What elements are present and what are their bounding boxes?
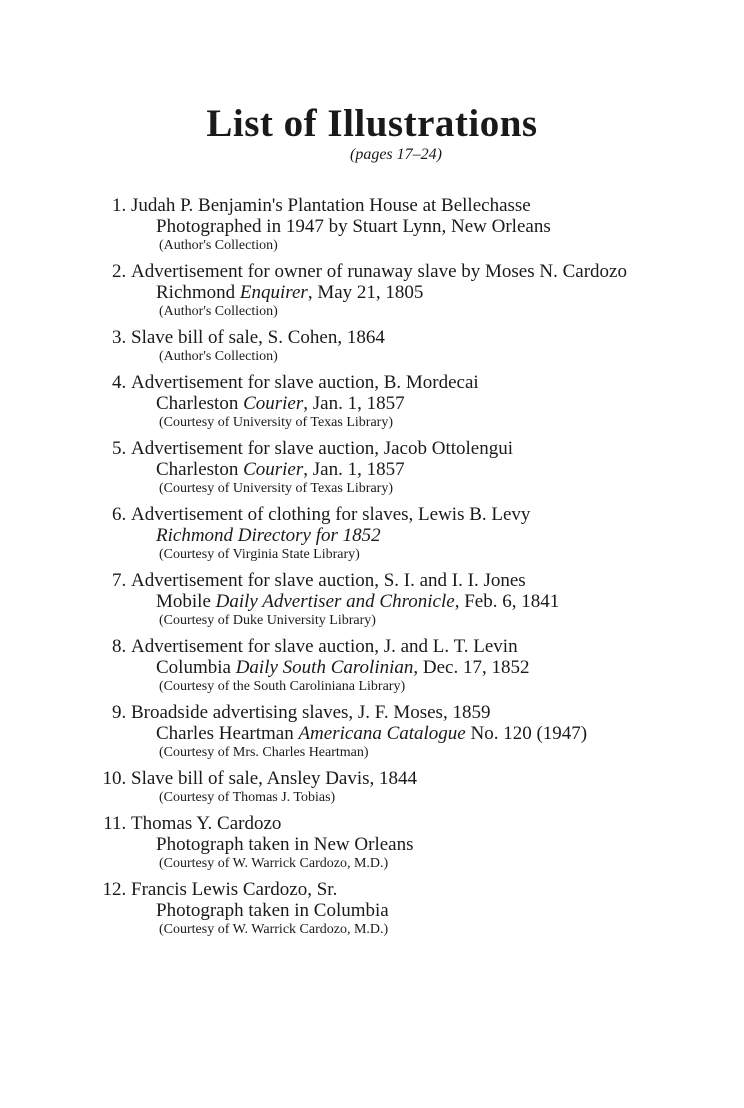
source-publication-title: Courier [243, 459, 304, 480]
entry-heading [0, 768, 744, 789]
entry-source [0, 657, 744, 678]
entry-heading [0, 702, 744, 723]
entry-heading [0, 504, 744, 525]
page-title: List of Illustrations [206, 102, 538, 146]
entry-credit: (Courtesy of Thomas J. Tobias) [159, 790, 336, 805]
entry-credit: (Author's Collection) [159, 304, 278, 319]
entry-title: Broadside advertising slaves, J. F. Moses, 1859 [131, 702, 491, 723]
list-item [0, 504, 744, 564]
entry-source [0, 834, 744, 855]
list-item [0, 570, 744, 630]
source-text: No. 120 (1947) [465, 723, 588, 744]
entry-credit: (Courtesy of University of Texas Library) [159, 415, 393, 430]
entry-number: 10. [102, 768, 131, 789]
list-item [0, 702, 744, 762]
entry-heading [0, 195, 744, 216]
entry-credit: (Courtesy of W. Warrick Cardozo, M.D.) [159, 856, 389, 871]
entry-credit: (Author's Collection) [159, 349, 278, 364]
entry-title: Slave bill of sale, Ansley Davis, 1844 [131, 768, 418, 789]
entry-credit: (Courtesy of the South Caroliniana Library) [159, 679, 406, 694]
source-publication-title: Courier [243, 393, 304, 414]
source-text: Charleston [156, 393, 244, 414]
entry-title: Judah P. Benjamin's Plantation House at Bellechasse [131, 195, 531, 216]
list-item [0, 636, 744, 696]
list-item [0, 879, 744, 939]
entry-heading [0, 813, 744, 834]
entry-heading [0, 261, 744, 282]
entry-source [0, 900, 744, 921]
entry-number: 2. [112, 261, 131, 282]
illustrations-list [0, 195, 744, 945]
entry-number: 11. [103, 813, 131, 834]
entry-number: 9. [112, 702, 131, 723]
list-item [0, 372, 744, 432]
entry-number: 1. [112, 195, 131, 216]
entry-title: Slave bill of sale, S. Cohen, 1864 [131, 327, 385, 348]
entry-source [0, 525, 744, 546]
source-text: , Jan. 1, 1857 [303, 459, 405, 480]
entry-title: Advertisement of clothing for slaves, Lewis B. Levy [131, 504, 531, 525]
list-item [0, 813, 744, 873]
entry-source [0, 393, 744, 414]
entry-credit: (Courtesy of University of Texas Library) [159, 481, 393, 496]
entry-number: 12. [102, 879, 131, 900]
entry-credit: (Courtesy of Duke University Library) [159, 613, 376, 628]
source-text: Mobile [156, 591, 216, 612]
source-text: , May 21, 1805 [307, 282, 424, 303]
entry-source [0, 591, 744, 612]
entry-source [0, 723, 744, 744]
entry-heading [0, 570, 744, 591]
source-text: , Jan. 1, 1857 [303, 393, 405, 414]
entry-title: Advertisement for slave auction, Jacob Ottolengui [131, 438, 514, 459]
source-text: Charleston [156, 459, 244, 480]
entry-source [0, 216, 744, 237]
entry-title: Francis Lewis Cardozo, Sr. [131, 879, 338, 900]
entry-number: 3. [112, 327, 131, 348]
page-range-subtitle: (pages 17–24) [350, 146, 442, 163]
source-text: Photographed in 1947 by Stuart Lynn, New Orleans [156, 216, 551, 237]
entry-source [0, 282, 744, 303]
entry-number: 6. [112, 504, 131, 525]
source-publication-title: Daily Advertiser and Chronicle [215, 591, 455, 612]
entry-credit: (Author's Collection) [159, 238, 278, 253]
source-publication-title: Enquirer [239, 282, 308, 303]
entry-title: Advertisement for slave auction, S. I. and I. I. Jones [131, 570, 526, 591]
source-publication-title: Americana Catalogue [298, 723, 466, 744]
entry-heading [0, 327, 744, 348]
list-item [0, 261, 744, 321]
entry-heading [0, 438, 744, 459]
source-text: , Dec. 17, 1852 [413, 657, 530, 678]
entry-source [0, 459, 744, 480]
entry-title: Advertisement for owner of runaway slave by Moses N. Cardozo [131, 261, 627, 282]
entry-heading [0, 879, 744, 900]
entry-heading [0, 636, 744, 657]
entry-credit: (Courtesy of Virginia State Library) [159, 547, 360, 562]
list-item [0, 327, 744, 366]
source-text: Richmond [156, 282, 240, 303]
entry-title: Advertisement for slave auction, J. and L. T. Levin [131, 636, 518, 657]
source-text: Photograph taken in New Orleans [156, 834, 414, 855]
entry-credit: (Courtesy of W. Warrick Cardozo, M.D.) [159, 922, 389, 937]
entry-title: Thomas Y. Cardozo [131, 813, 282, 834]
entry-heading [0, 372, 744, 393]
source-publication-title: Richmond Directory for 1852 [156, 525, 381, 546]
list-item [0, 768, 744, 807]
entry-number: 8. [112, 636, 131, 657]
source-text: Photograph taken in Columbia [156, 900, 389, 921]
entry-number: 7. [112, 570, 131, 591]
source-text: Columbia [156, 657, 236, 678]
entry-number: 5. [112, 438, 131, 459]
entry-number: 4. [112, 372, 131, 393]
list-item [0, 438, 744, 498]
source-publication-title: Daily South Carolinian [235, 657, 414, 678]
entry-title: Advertisement for slave auction, B. Mordecai [131, 372, 479, 393]
entry-credit: (Courtesy of Mrs. Charles Heartman) [159, 745, 369, 760]
list-item [0, 195, 744, 255]
source-text: , Feb. 6, 1841 [454, 591, 560, 612]
source-text: Charles Heartman [156, 723, 299, 744]
